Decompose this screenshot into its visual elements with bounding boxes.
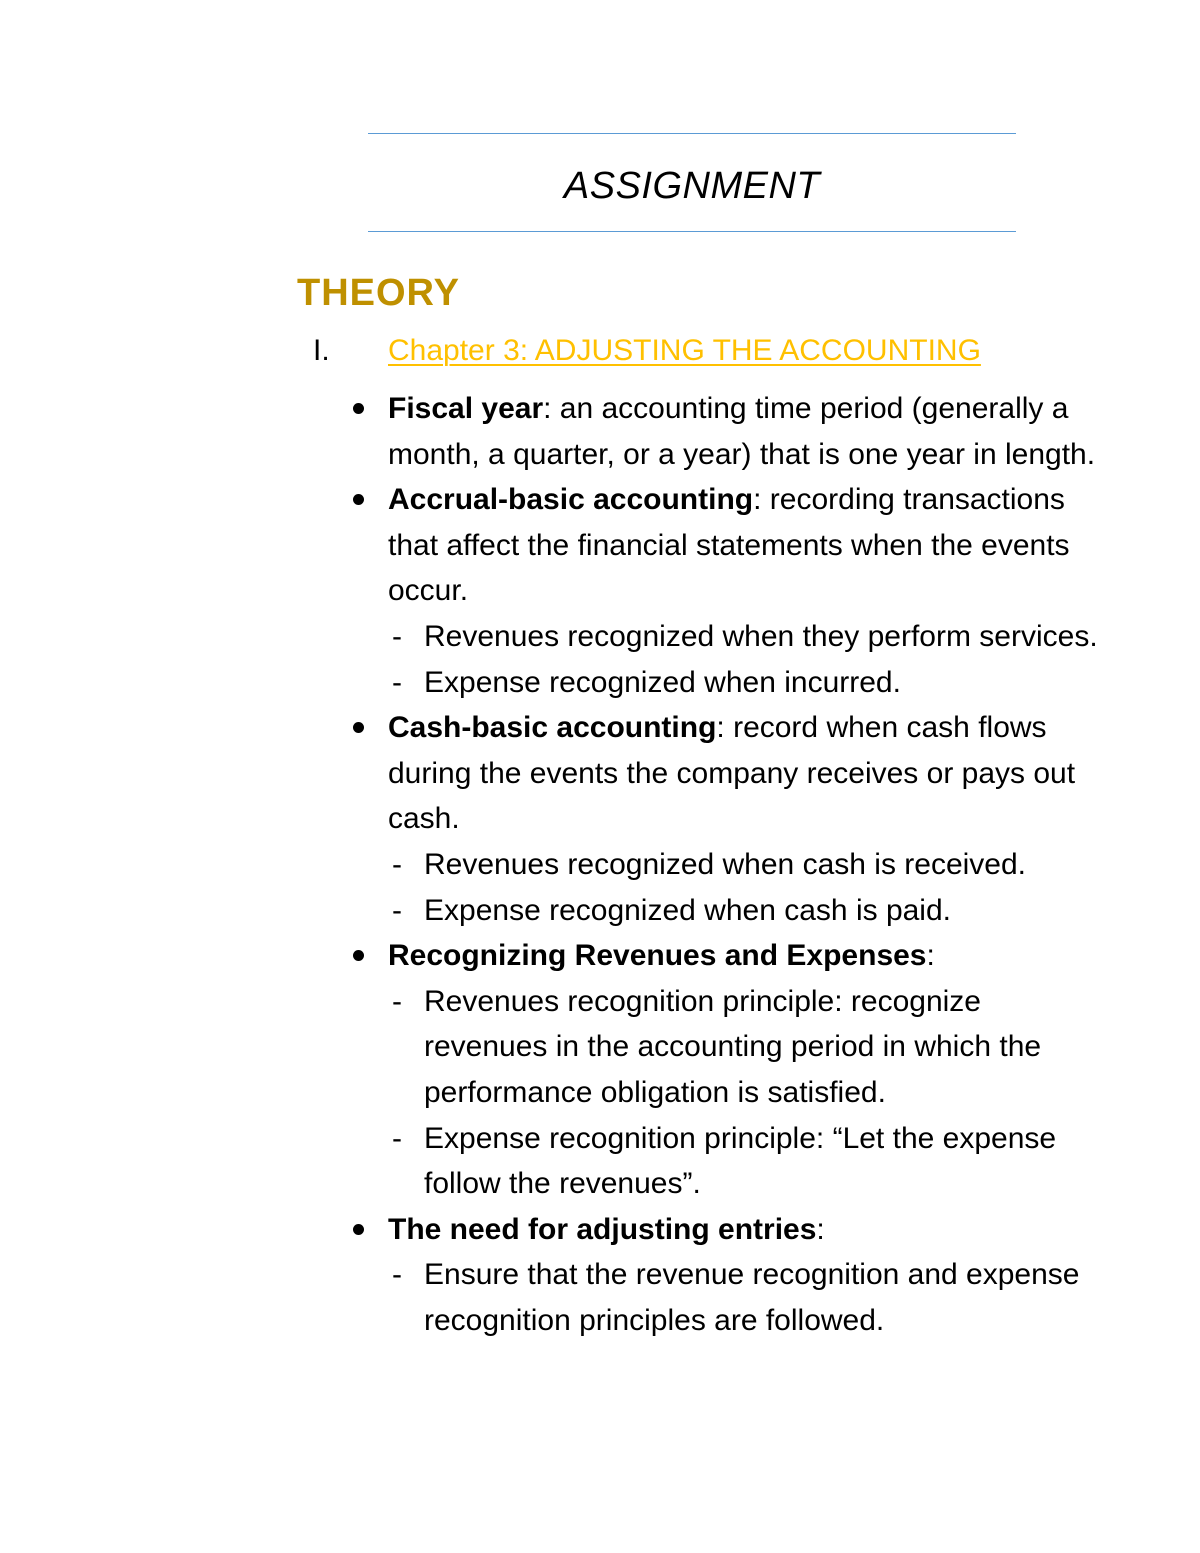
bullet-dot-icon xyxy=(353,494,364,505)
sub-item xyxy=(388,1252,1108,1343)
bullet-definition: : an accounting time period (generally a month, a quarter, or a year) that is one year in length. xyxy=(388,392,1096,471)
sub-item xyxy=(388,888,1108,934)
sub-item-text: Expense recognition principle: “Let the expense follow the revenues”. xyxy=(424,1121,1057,1201)
dash-marker: - xyxy=(392,847,402,881)
sub-item-text: Revenues recognition principle: recognize revenues in the accounting period in which the performance obligation is satisfied. xyxy=(424,984,1042,1109)
title-bottom-rule xyxy=(368,231,1016,232)
bullet-term: Fiscal year xyxy=(388,392,544,425)
title-top-rule xyxy=(368,133,1016,134)
sub-item-text: Revenues recognized when cash is received. xyxy=(424,847,1027,881)
sub-item-text: Revenues recognized when they perform services. xyxy=(424,619,1098,653)
bullet-definition: : xyxy=(926,939,935,973)
bullet-dot-icon xyxy=(353,950,364,961)
bullet-term: The need for adjusting entries xyxy=(388,1212,817,1246)
bullet-term: Cash-basic accounting xyxy=(388,711,717,745)
section-heading: THEORY xyxy=(297,272,460,314)
bullet-dot-icon xyxy=(353,1224,364,1235)
sub-item xyxy=(388,1116,1108,1207)
bullet-accrual-basic-accounting xyxy=(388,477,1108,614)
dash-marker: - xyxy=(392,1258,402,1292)
dash-marker: - xyxy=(392,619,402,653)
bullet-recognizing-revenues-expenses xyxy=(388,933,1108,979)
bullet-term: Recognizing Revenues and Expenses xyxy=(388,939,927,973)
dash-marker: - xyxy=(392,893,402,927)
sub-item-text: Expense recognized when incurred. xyxy=(424,665,901,699)
bullet-need-for-adjusting-entries xyxy=(388,1207,1108,1253)
bullet-definition: : recording transactions that affect the financial statements when the events occur. xyxy=(388,483,1070,608)
sub-item xyxy=(388,979,1108,1116)
sub-item-text: Ensure that the revenue recognition and expense recognition principles are followed. xyxy=(424,1258,1080,1337)
chapter-numeral: I. xyxy=(313,334,330,367)
sub-item xyxy=(388,660,1108,706)
bullet-definition: : xyxy=(816,1212,825,1246)
sub-item xyxy=(388,614,1108,660)
bullet-dot-icon xyxy=(353,403,364,414)
bullet-cash-basic-accounting xyxy=(388,705,1108,842)
bullet-term: Accrual-basic accounting xyxy=(388,483,754,517)
bullet-dot-icon xyxy=(353,722,364,733)
dash-marker: - xyxy=(392,984,402,1018)
sub-item xyxy=(388,842,1108,888)
dash-marker: - xyxy=(392,665,402,699)
theory-content xyxy=(388,386,1108,1343)
bullet-definition: : record when cash flows during the events the company receives or pays out cash. xyxy=(388,711,1076,836)
document-title: ASSIGNMENT xyxy=(563,165,821,207)
sub-item-text: Expense recognized when cash is paid. xyxy=(424,893,951,927)
chapter-title: Chapter 3: ADJUSTING THE ACCOUNTING xyxy=(388,334,981,367)
dash-marker: - xyxy=(392,1121,402,1155)
bullet-fiscal-year xyxy=(388,386,1108,477)
